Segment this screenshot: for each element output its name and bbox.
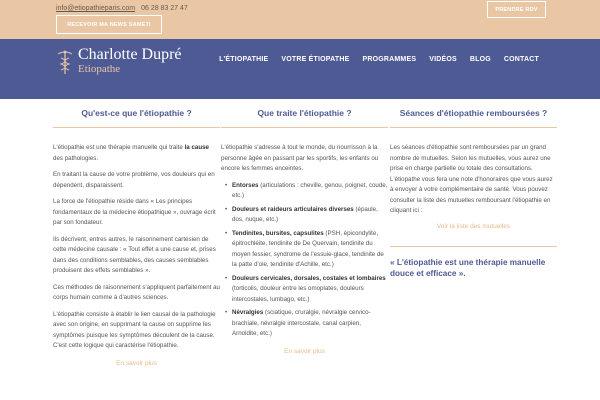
column-what-treats xyxy=(221,99,388,355)
treatment-list xyxy=(221,181,388,340)
nav-votre-etiopathe[interactable]: VOTRE ÉTIOPATHE xyxy=(281,56,350,63)
logo-subtitle: Etiopathe xyxy=(78,63,121,75)
list-item: • Tendinites, bursites, capsulites (PSH, épicondylite, épitrochléite, tendinite de De Quervain, tendinite du moyen fessier, syndrome de l'essuie-glace, tendinite de la patte d'oie, tendinite d'Achille, etc.) xyxy=(221,229,388,271)
logo-name: Charlotte Dupré xyxy=(78,46,182,63)
paragraph: La force de l'étiopathie réside dans « Les principes fondamentaux de la médecine étiopathique », ouvrage écrit par son fondateur. xyxy=(53,198,216,226)
main-nav xyxy=(219,56,539,63)
paragraph: L'étiopathie est une thérapie manuelle qui traite la cause des pathologies. xyxy=(53,144,209,162)
paragraph: Ils décrivent, entres autres, le raisonnement cartésien de cette médecine causale : « Tout effet a une cause et, prises dans des conditions semblables, des causes semblables produisent des effets semblables ». xyxy=(53,235,216,274)
contact-info xyxy=(56,5,188,12)
divider xyxy=(221,127,388,128)
column-reimbursement xyxy=(390,99,557,279)
nav-blog[interactable]: BLOG xyxy=(469,56,491,63)
list-item: • Névralgies (sciatique, cruralgie, névralgie cervico-brachiale, névralgie intercostale, canal carpien, Arnoldite, etc.) xyxy=(221,308,388,340)
column-title: Séances d'étiopathie remboursées ? xyxy=(399,108,548,118)
paragraph: L'étiopathie consiste à établir le lien causal de la pathologie avec son origine, en supprimant la cause on supprime les symptômes puisque les symptômes découlent de la cause. C'est cette logique qui caractérise l'étiopathie. xyxy=(53,310,216,349)
caduceus-icon xyxy=(56,49,74,75)
nav-programmes[interactable]: PROGRAMMES xyxy=(362,56,417,63)
nav-videos[interactable]: VIDÉOS xyxy=(429,56,457,63)
divider xyxy=(53,127,220,128)
email-link[interactable]: info@etiopathieparis.com xyxy=(56,5,136,12)
mutuelles-list-link[interactable]: Voir la liste des mutuelles xyxy=(436,222,511,230)
list-item: • Douleurs et raideurs articulaires diverses (épaule, dos, nuque, etc.) xyxy=(221,205,388,226)
paragraph: En traitant la cause de votre problème, vos douleurs qui en dépendent, disparaissent. xyxy=(53,171,215,189)
learn-more-link[interactable]: En savoir plus xyxy=(116,359,157,367)
newsletter-button[interactable]: RECEVOIR MA NEWS SAMETI xyxy=(56,15,162,34)
paragraph: Les séances d'étiopathie sont remboursées par un grand nombre de mutuelles. Selon les mutuelles, vous aurez une prise en charge partielle ou totale des consultations. L'étiopathe vous fera une note d'honoraires que vous aurez à envoyer à votre complémentaire de santé. Vous pouvez consulter la liste des mutuelles remboursant l'étiopathie en cliquant ici : xyxy=(390,144,553,214)
nav-etiopathie[interactable]: L'ÉTIOPATHIE xyxy=(219,56,269,63)
column-what-is xyxy=(53,99,220,367)
list-item: • Entorses (articulations : cheville, genou, poignet, coude, etc.) xyxy=(221,181,388,202)
column-title: Qu'est-ce que l'étiopathie ? xyxy=(81,108,192,118)
site-logo[interactable] xyxy=(56,47,182,76)
top-bar xyxy=(0,0,600,39)
appointment-button[interactable]: PRENDRE RDV xyxy=(487,1,546,18)
list-item: • Douleurs cervicales, dorsales, costales et lombaires (torticolis, douleur entre les omoplates, douleurs intercostales, lumbago, etc.) xyxy=(221,274,388,306)
paragraph: L'étiopathie s'adresse à tout le monde, du nourrisson à la personne âgée en passant par les sportifs, les enfants ou encore les femmes enceintes. xyxy=(221,144,379,172)
phone-number[interactable]: 06 28 83 27 47 xyxy=(141,5,188,12)
site-header xyxy=(0,39,600,99)
column-title: Que traite l'étiopathie ? xyxy=(257,108,352,118)
paragraph: Ces méthodes de raisonnement s'appliquent parfaitement au corps humain comme à d'autres sciences. xyxy=(53,283,220,301)
divider xyxy=(390,127,557,128)
quote: « L'étiopathie est une thérapie manuelle douce et efficace ». xyxy=(390,246,557,279)
nav-contact[interactable]: CONTACT xyxy=(503,56,539,63)
learn-more-link[interactable]: En savoir plus xyxy=(284,347,325,355)
